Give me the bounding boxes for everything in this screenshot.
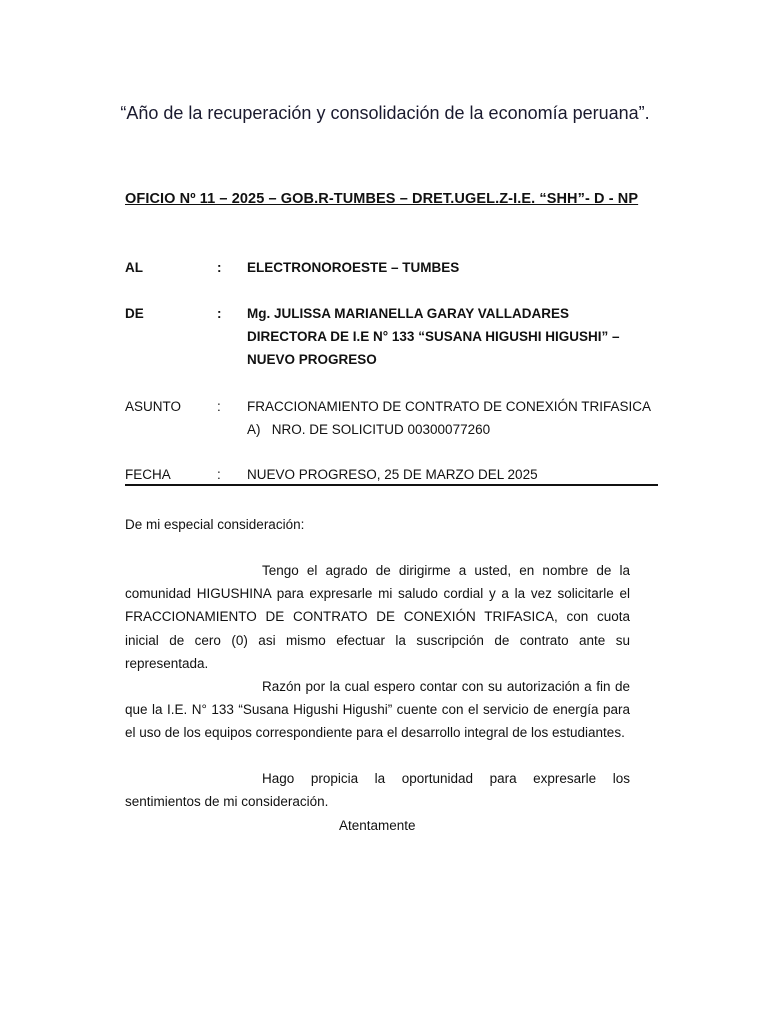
field-asunto-label: ASUNTO <box>125 399 182 414</box>
year-motto: “Año de la recuperación y consolidación de la economía peruana”. <box>120 103 650 123</box>
oficio-reference: OFICIO Nº 11 – 2025 – GOB.R-TUMBES – DRET.UGEL.Z-I.E. “SHH”- D - NP <box>125 191 639 207</box>
field-asunto-value <box>247 395 687 441</box>
field-de-value <box>247 302 667 371</box>
greeting: De mi especial consideración: <box>125 517 305 532</box>
field-fecha-label: FECHA <box>125 467 171 482</box>
closing: Atentamente <box>339 818 416 833</box>
body-paragraph-2 <box>125 675 630 745</box>
field-al-label: AL <box>125 260 143 275</box>
field-asunto-value-line1: FRACCIONAMIENTO DE CONTRATO DE CONEXIÓN TRIFASICA <box>247 399 652 414</box>
field-fecha-colon: : <box>217 467 221 482</box>
field-al-value: ELECTRONOROESTE – TUMBES <box>247 260 460 275</box>
field-de-colon: : <box>217 306 222 321</box>
body-paragraph-3-text: Hago propicia la oportunidad para expresarle los sentimientos de mi consideración. <box>125 771 630 810</box>
field-de-label: DE <box>125 306 144 321</box>
field-al-colon: : <box>217 260 222 275</box>
body-paragraph-1 <box>125 559 630 675</box>
field-de-value-line2: DIRECTORA DE I.E N° 133 “SUSANA HIGUSHI HIGUSHI” – NUEVO PROGRESO <box>247 329 620 367</box>
field-fecha-value: NUEVO PROGRESO, 25 DE MARZO DEL 2025 <box>247 467 538 482</box>
header-divider <box>125 484 658 486</box>
body-paragraph-2-text: Razón por la cual espero contar con su autorización a fin de que la I.E. N° 133 “Susana Higushi Higushi” cuente con el servicio de energía para el uso de los equipos correspondiente para el desarrollo integral de los estudiantes. <box>125 679 630 741</box>
body-paragraph-1-text: Tengo el agrado de dirigirme a usted, en nombre de la comunidad HIGUSHINA para expresarle mi saludo cordial y a la vez solicitarle el FRACCIONAMIENTO DE CONTRATO DE CONEXIÓN TRIFASICA, con cuota inicial de cero (0) asi mismo efectuar la suscripción de contrato ante su representada. <box>125 563 630 671</box>
field-asunto-value-line2: A) NRO. DE SOLICITUD 00300077260 <box>247 422 491 437</box>
field-asunto-colon: : <box>217 399 221 414</box>
body-paragraph-3 <box>125 767 630 813</box>
field-de-value-line1: Mg. JULISSA MARIANELLA GARAY VALLADARES <box>247 306 570 321</box>
